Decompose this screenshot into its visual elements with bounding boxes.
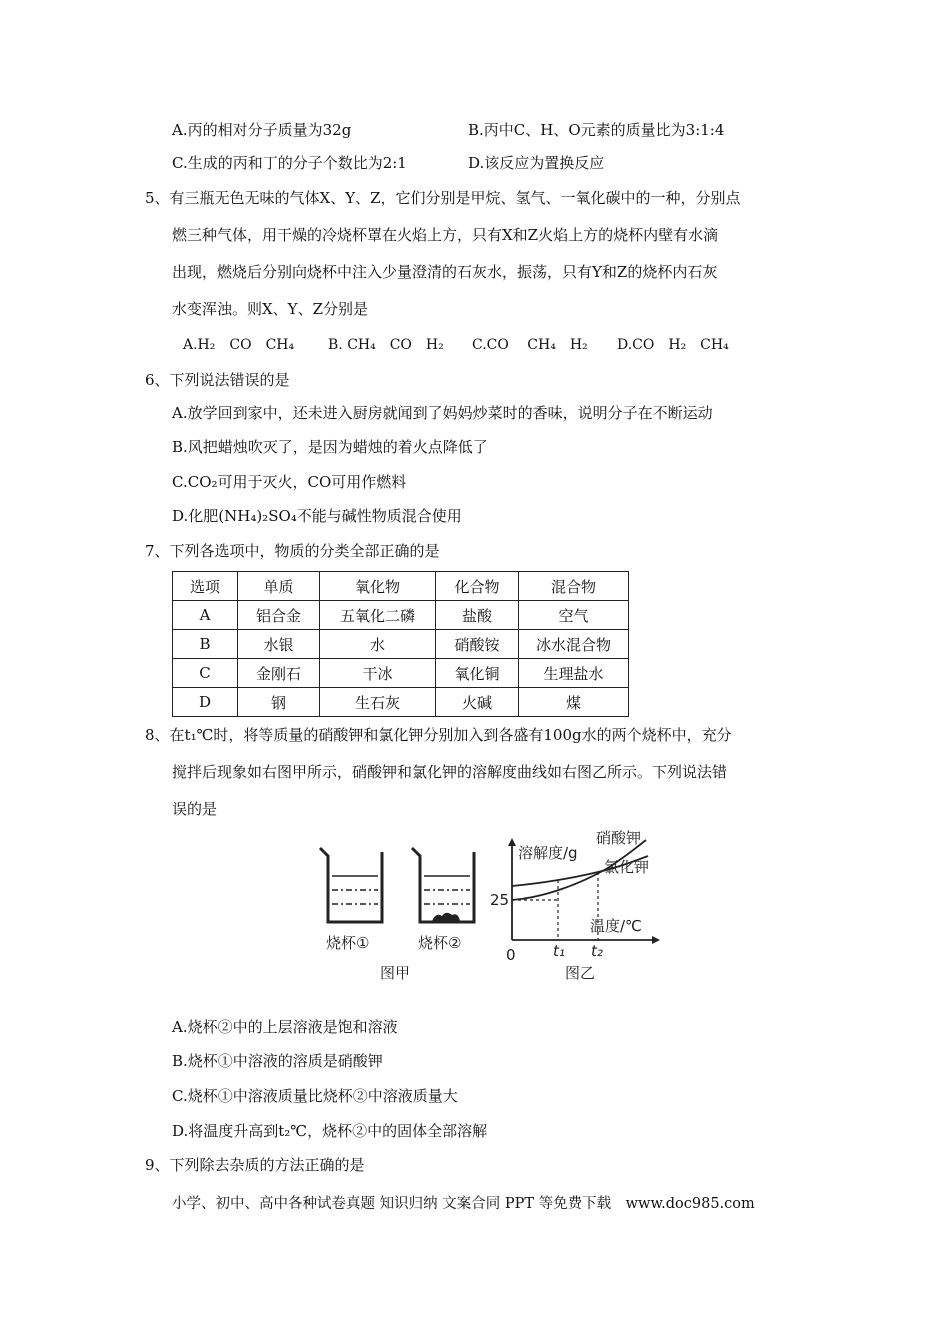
potassium-nitrate-label: 硝酸钾	[596, 829, 642, 847]
table-cell: 盐酸	[436, 601, 519, 630]
table-cell: 火碱	[436, 688, 519, 717]
figure-b-caption: 图乙	[565, 964, 596, 982]
header-oxide: 氧化物	[320, 572, 436, 601]
table-cell: 空气	[519, 601, 629, 630]
q4-option-d: D.该反应为置换反应	[468, 154, 605, 172]
q6-option-d: D.化肥(NH₄)₂SO₄不能与碱性物质混合使用	[172, 507, 462, 525]
table-row	[173, 630, 629, 659]
q4-option-a: A.丙的相对分子质量为32g	[172, 121, 352, 139]
q5-option-b: B. CH₄ CO H₂	[328, 337, 444, 353]
header-mixture: 混合物	[519, 572, 629, 601]
beaker-2-label: 烧杯②	[418, 934, 462, 952]
header-compound: 化合物	[436, 572, 519, 601]
x-axis-arrow-icon	[652, 936, 660, 944]
beaker-2-undissolved-solid	[432, 913, 460, 921]
table-cell: 煤	[519, 688, 629, 717]
q4-option-c: C.生成的丙和丁的分子个数比为2:1	[172, 154, 407, 172]
q8-option-c: C.烧杯①中溶液质量比烧杯②中溶液质量大	[172, 1087, 458, 1105]
header-option: 选项	[173, 572, 238, 601]
table-row	[173, 601, 629, 630]
q5-option-a: A.H₂ CO CH₄	[183, 337, 295, 353]
table-row	[173, 659, 629, 688]
q8-option-d: D.将温度升高到t₂℃，烧杯②中的固体全部溶解	[172, 1122, 488, 1140]
table-cell: C	[173, 659, 238, 688]
page-footer: 小学、初中、高中各种试卷真题 知识归纳 文案合同 PPT 等免费下载 www.doc985.com	[172, 1196, 755, 1212]
t2-tick-label: t₂	[591, 942, 603, 960]
y-tick-25: 25	[490, 891, 510, 909]
table-cell: 硝酸铵	[436, 630, 519, 659]
table-cell: 冰水混合物	[519, 630, 629, 659]
y-axis-label: 溶解度/g	[518, 844, 578, 862]
y-axis-arrow-icon	[508, 838, 516, 846]
q6-stem: 6、下列说法错误的是	[145, 371, 290, 389]
solubility-figure	[318, 828, 668, 988]
q6-option-c: C.CO₂可用于灭火，CO可用作燃料	[172, 473, 407, 491]
x-axis-label: 温度/℃	[590, 917, 642, 935]
table-cell: 钢	[238, 688, 320, 717]
q4-option-b: B.丙中C、H、O元素的质量比为3:1:4	[468, 121, 725, 139]
potassium-chloride-label: 氯化钾	[604, 858, 650, 876]
q5-option-d: D.CO H₂ CH₄	[617, 337, 729, 353]
t1-tick-label: t₁	[553, 942, 565, 960]
table-cell: 生石灰	[320, 688, 436, 717]
q8-stem-line2: 搅拌后现象如右图甲所示，硝酸钾和氯化钾的溶解度曲线如右图乙所示。下列说法错	[172, 763, 728, 781]
table-row	[173, 688, 629, 717]
beaker-2	[412, 848, 474, 922]
q6-option-b: B.风把蜡烛吹灭了，是因为蜡烛的着火点降低了	[172, 438, 488, 456]
table-cell: 五氧化二磷	[320, 601, 436, 630]
classification-table	[172, 571, 629, 717]
table-cell: 金刚石	[238, 659, 320, 688]
table-cell: 水	[320, 630, 436, 659]
q5-stem-line2: 燃三种气体，用干燥的冷烧杯罩在火焰上方，只有X和Z火焰上方的烧杯内壁有水滴	[172, 226, 719, 244]
q6-option-a: A.放学回到家中，还未进入厨房就闻到了妈妈炒菜时的香味，说明分子在不断运动	[172, 404, 713, 422]
q8-option-a: A.烧杯②中的上层溶液是饱和溶液	[172, 1018, 398, 1036]
q5-option-c: C.CO CH₄ H₂	[472, 337, 588, 353]
table-cell: 氧化铜	[436, 659, 519, 688]
header-element: 单质	[238, 572, 320, 601]
table-cell: A	[173, 601, 238, 630]
q8-stem-line1: 8、在t₁℃时，将等质量的硝酸钾和氯化钾分别加入到各盛有100g水的两个烧杯中，充分	[145, 726, 732, 744]
origin-label: 0	[506, 946, 516, 964]
q5-stem-line4: 水变浑浊。则X、Y、Z分别是	[172, 300, 369, 318]
q9-stem: 9、下列除去杂质的方法正确的是	[145, 1156, 365, 1174]
beaker-1-label: 烧杯①	[326, 934, 370, 952]
table-cell: B	[173, 630, 238, 659]
table-cell: 水银	[238, 630, 320, 659]
table-cell: 铝合金	[238, 601, 320, 630]
q8-option-b: B.烧杯①中溶液的溶质是硝酸钾	[172, 1052, 383, 1070]
table-cell: D	[173, 688, 238, 717]
figure-a-caption: 图甲	[380, 964, 411, 982]
table-cell: 生理盐水	[519, 659, 629, 688]
table-header-row	[173, 572, 629, 601]
table-cell: 干冰	[320, 659, 436, 688]
q5-stem-line3: 出现，燃烧后分别向烧杯中注入少量澄清的石灰水，振荡，只有Y和Z的烧杯内石灰	[172, 263, 718, 281]
q8-stem-line3: 误的是	[172, 800, 218, 818]
beaker-1	[320, 848, 382, 922]
q7-stem: 7、下列各选项中，物质的分类全部正确的是	[145, 542, 440, 560]
q5-stem-line1: 5、有三瓶无色无味的气体X、Y、Z，它们分别是甲烷、氢气、一氧化碳中的一种，分别点	[145, 189, 741, 207]
